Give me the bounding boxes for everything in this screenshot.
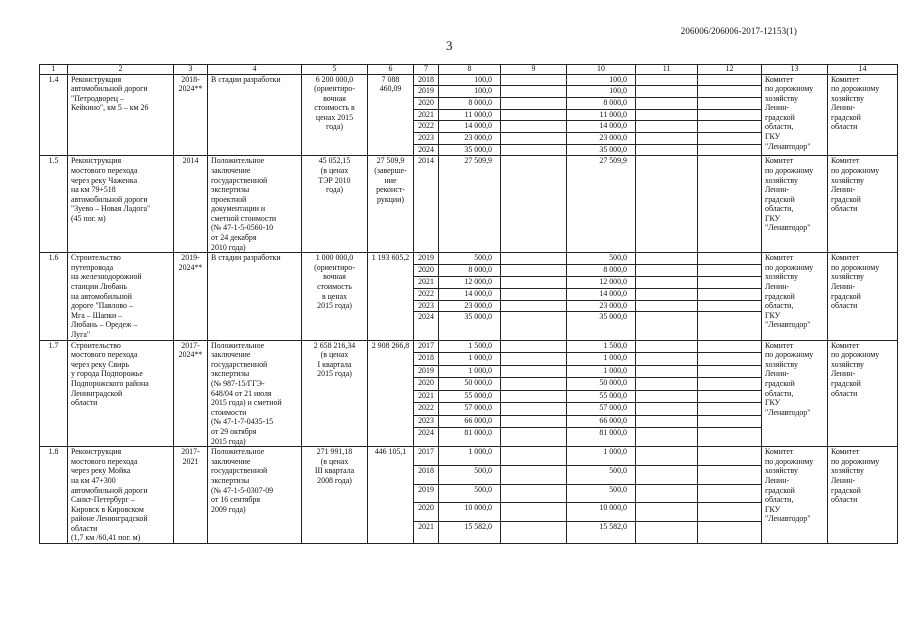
local-funding: [636, 484, 698, 503]
year: 2020: [414, 503, 439, 522]
column-number-row: [40, 65, 898, 75]
local-funding: [636, 353, 698, 366]
total-funding: 12 000,0: [439, 276, 501, 288]
federal-funding: [501, 465, 567, 484]
regional-funding: 81 000,0: [567, 428, 636, 447]
local-funding: [636, 276, 698, 288]
local-funding: [636, 415, 698, 428]
current-cost: 27 509,9 (заверше- ние реконст- рукции): [368, 156, 414, 253]
total-funding: 1 000,0: [439, 447, 501, 466]
total-funding: 15 582,0: [439, 522, 501, 544]
estimated-cost: 6 200 000,0 (ориентиро- вочная стоимость в ценах 2015 года): [302, 74, 368, 156]
federal-funding: [501, 144, 567, 156]
customer: Комитет по дорожному хозяйству Ленин- градской области, ГКУ "Ленавтодор": [762, 253, 828, 340]
local-funding: [636, 503, 698, 522]
year: 2022: [414, 288, 439, 300]
local-funding: [636, 97, 698, 109]
year: 2019: [414, 86, 439, 98]
column-number: 6: [368, 65, 414, 75]
other-funding: [698, 415, 762, 428]
total-funding: 14 000,0: [439, 121, 501, 133]
project-status: Положительное заключение государственной экспертизы проектной документации и сметной стоимости (№ 47-1-5-0560-10 от 24 декабря 2010 года): [208, 156, 302, 253]
federal-funding: [501, 265, 567, 277]
total-funding: 10 000,0: [439, 503, 501, 522]
year: 2023: [414, 300, 439, 312]
year: 2018: [414, 353, 439, 366]
year: 2019: [414, 365, 439, 378]
total-funding: 23 000,0: [439, 132, 501, 144]
regional-funding: 57 000,0: [567, 403, 636, 416]
regional-funding: 8 000,0: [567, 97, 636, 109]
document-id: 206006/206006-2017-12153(1): [680, 26, 797, 36]
column-number: 4: [208, 65, 302, 75]
project-status: В стадии разработки: [208, 253, 302, 340]
local-funding: [636, 109, 698, 121]
column-number: 7: [414, 65, 439, 75]
regional-funding: 35 000,0: [567, 144, 636, 156]
responsible-executor: Комитет по дорожному хозяйству Ленин- градской области: [828, 447, 898, 544]
local-funding: [636, 265, 698, 277]
local-funding: [636, 312, 698, 340]
year: 2020: [414, 97, 439, 109]
other-funding: [698, 484, 762, 503]
federal-funding: [501, 484, 567, 503]
other-funding: [698, 340, 762, 353]
federal-funding: [501, 428, 567, 447]
item-number: 1.7: [40, 340, 68, 447]
other-funding: [698, 353, 762, 366]
year: 2023: [414, 415, 439, 428]
other-funding: [698, 121, 762, 133]
local-funding: [636, 522, 698, 544]
total-funding: 8 000,0: [439, 265, 501, 277]
regional-funding: 14 000,0: [567, 288, 636, 300]
local-funding: [636, 465, 698, 484]
local-funding: [636, 365, 698, 378]
responsible-executor: Комитет по дорожному хозяйству Ленин- градской области: [828, 340, 898, 447]
other-funding: [698, 465, 762, 484]
total-funding: 1 500,0: [439, 340, 501, 353]
column-number: 10: [567, 65, 636, 75]
column-number: 9: [501, 65, 567, 75]
item-number: 1.8: [40, 447, 68, 544]
local-funding: [636, 156, 698, 253]
year: 2020: [414, 265, 439, 277]
total-funding: 14 000,0: [439, 288, 501, 300]
regional-funding: 23 000,0: [567, 300, 636, 312]
federal-funding: [501, 121, 567, 133]
total-funding: 500,0: [439, 484, 501, 503]
current-cost: 2 908 266,8: [368, 340, 414, 447]
other-funding: [698, 403, 762, 416]
page-number: 3: [446, 38, 453, 53]
local-funding: [636, 300, 698, 312]
total-funding: 500,0: [439, 465, 501, 484]
column-number: 13: [762, 65, 828, 75]
other-funding: [698, 312, 762, 340]
federal-funding: [501, 300, 567, 312]
other-funding: [698, 447, 762, 466]
regional-funding: 100,0: [567, 74, 636, 86]
total-funding: 35 000,0: [439, 312, 501, 340]
other-funding: [698, 132, 762, 144]
responsible-executor: Комитет по дорожному хозяйству Ленин- градской области: [828, 156, 898, 253]
total-funding: 1 000,0: [439, 353, 501, 366]
other-funding: [698, 265, 762, 277]
federal-funding: [501, 365, 567, 378]
regional-funding: 11 000,0: [567, 109, 636, 121]
total-funding: 11 000,0: [439, 109, 501, 121]
customer: Комитет по дорожному хозяйству Ленин- градской области, ГКУ "Ленавтодор": [762, 74, 828, 156]
federal-funding: [501, 253, 567, 265]
year: 2022: [414, 403, 439, 416]
federal-funding: [501, 447, 567, 466]
other-funding: [698, 86, 762, 98]
total-funding: 100,0: [439, 86, 501, 98]
table-row: [40, 74, 898, 86]
federal-funding: [501, 378, 567, 391]
federal-funding: [501, 109, 567, 121]
other-funding: [698, 300, 762, 312]
regional-funding: 500,0: [567, 465, 636, 484]
current-cost: 1 193 605,2: [368, 253, 414, 340]
item-number: 1.4: [40, 74, 68, 156]
current-cost: 446 105,1: [368, 447, 414, 544]
column-number: 11: [636, 65, 698, 75]
year: 2021: [414, 109, 439, 121]
year: 2021: [414, 390, 439, 403]
column-number: 12: [698, 65, 762, 75]
federal-funding: [501, 132, 567, 144]
regional-funding: 1 500,0: [567, 340, 636, 353]
program-table: [39, 64, 898, 544]
regional-funding: 15 582,0: [567, 522, 636, 544]
table-row: [40, 253, 898, 265]
federal-funding: [501, 74, 567, 86]
local-funding: [636, 121, 698, 133]
local-funding: [636, 378, 698, 391]
implementation-period: 2018- 2024**: [174, 74, 208, 156]
total-funding: 23 000,0: [439, 300, 501, 312]
regional-funding: 55 000,0: [567, 390, 636, 403]
total-funding: 27 509,9: [439, 156, 501, 253]
federal-funding: [501, 288, 567, 300]
local-funding: [636, 288, 698, 300]
total-funding: 1 000,0: [439, 365, 501, 378]
implementation-period: 2017- 2024**: [174, 340, 208, 447]
year: 2017: [414, 447, 439, 466]
project-status: В стадии разработки: [208, 74, 302, 156]
column-number: 5: [302, 65, 368, 75]
year: 2021: [414, 276, 439, 288]
year: 2023: [414, 132, 439, 144]
year: 2019: [414, 484, 439, 503]
table-row: [40, 340, 898, 353]
regional-funding: 1 000,0: [567, 365, 636, 378]
total-funding: 57 000,0: [439, 403, 501, 416]
regional-funding: 23 000,0: [567, 132, 636, 144]
federal-funding: [501, 340, 567, 353]
object-name: Строительство мостового перехода через реку Свирь у города Подпорожье Подпорожского района Ленинградской области: [68, 340, 174, 447]
local-funding: [636, 253, 698, 265]
regional-funding: 1 000,0: [567, 353, 636, 366]
total-funding: 50 000,0: [439, 378, 501, 391]
local-funding: [636, 132, 698, 144]
federal-funding: [501, 276, 567, 288]
total-funding: 55 000,0: [439, 390, 501, 403]
local-funding: [636, 403, 698, 416]
other-funding: [698, 428, 762, 447]
year: 2022: [414, 121, 439, 133]
estimated-cost: 1 000 000,0 (ориентиро- вочная стоимость в ценах 2015 года): [302, 253, 368, 340]
regional-funding: 8 000,0: [567, 265, 636, 277]
total-funding: 81 000,0: [439, 428, 501, 447]
object-name: Реконструкция автомобильной дороги "Петродворец – Кейкино", км 5 – км 26: [68, 74, 174, 156]
year: 2021: [414, 522, 439, 544]
project-status: Положительное заключение государственной экспертизы (№ 987-15/ГГЭ- 648/04 от 21 июля 2015 года) и сметной стоимости (№ 47-1-7-0435-15 от 29 октября 2015 года): [208, 340, 302, 447]
year: 2018: [414, 465, 439, 484]
other-funding: [698, 74, 762, 86]
year: 2024: [414, 312, 439, 340]
estimated-cost: 271 991,18 (в ценах III квартала 2008 года): [302, 447, 368, 544]
implementation-period: 2014: [174, 156, 208, 253]
regional-funding: 500,0: [567, 484, 636, 503]
implementation-period: 2019- 2024**: [174, 253, 208, 340]
local-funding: [636, 340, 698, 353]
table-row: [40, 156, 898, 253]
total-funding: 8 000,0: [439, 97, 501, 109]
regional-funding: 500,0: [567, 253, 636, 265]
other-funding: [698, 276, 762, 288]
total-funding: 35 000,0: [439, 144, 501, 156]
project-status: Положительное заключение государственной экспертизы (№ 47-1-5-0307-09 от 16 сентября 2009 года): [208, 447, 302, 544]
federal-funding: [501, 415, 567, 428]
other-funding: [698, 109, 762, 121]
responsible-executor: Комитет по дорожному хозяйству Ленин- градской области: [828, 253, 898, 340]
federal-funding: [501, 353, 567, 366]
column-number: 14: [828, 65, 898, 75]
regional-funding: 14 000,0: [567, 121, 636, 133]
item-number: 1.5: [40, 156, 68, 253]
year: 2020: [414, 378, 439, 391]
total-funding: 100,0: [439, 74, 501, 86]
year: 2024: [414, 144, 439, 156]
federal-funding: [501, 503, 567, 522]
object-name: Строительство путепровода на железнодорожной станции Любань на автомобильной дороге "Павлово – Мга – Шапки – Любань – Оредеж – Луга": [68, 253, 174, 340]
regional-funding: 10 000,0: [567, 503, 636, 522]
other-funding: [698, 253, 762, 265]
regional-funding: 1 000,0: [567, 447, 636, 466]
regional-funding: 50 000,0: [567, 378, 636, 391]
federal-funding: [501, 403, 567, 416]
local-funding: [636, 447, 698, 466]
year: 2019: [414, 253, 439, 265]
total-funding: 66 000,0: [439, 415, 501, 428]
other-funding: [698, 156, 762, 253]
customer: Комитет по дорожному хозяйству Ленин- градской области, ГКУ "Ленавтодор": [762, 447, 828, 544]
customer: Комитет по дорожному хозяйству Ленин- градской области, ГКУ "Ленавтодор": [762, 156, 828, 253]
federal-funding: [501, 390, 567, 403]
total-funding: 500,0: [439, 253, 501, 265]
table-row: [40, 447, 898, 466]
local-funding: [636, 144, 698, 156]
column-number: 3: [174, 65, 208, 75]
other-funding: [698, 390, 762, 403]
estimated-cost: 2 658 216,34 (в ценах I квартала 2015 года): [302, 340, 368, 447]
regional-funding: 100,0: [567, 86, 636, 98]
customer: Комитет по дорожному хозяйству Ленин- градской области, ГКУ "Ленавтодор": [762, 340, 828, 447]
object-name: Реконструкция мостового перехода через реку Чаженка на км 79+518 автомобильной дороги "Зуево – Новая Ладога" (45 пог. м): [68, 156, 174, 253]
federal-funding: [501, 97, 567, 109]
local-funding: [636, 74, 698, 86]
other-funding: [698, 365, 762, 378]
other-funding: [698, 522, 762, 544]
column-number: 8: [439, 65, 501, 75]
local-funding: [636, 390, 698, 403]
item-number: 1.6: [40, 253, 68, 340]
local-funding: [636, 86, 698, 98]
year: 2024: [414, 428, 439, 447]
regional-funding: 35 000,0: [567, 312, 636, 340]
regional-funding: 27 509,9: [567, 156, 636, 253]
object-name: Реконструкция мостового перехода через реку Мойка на км 47+300 автомобильной дороги Санкт-Петербург – Кировск в Кировском районе Ленинградской области (1,7 км /60,41 пог. м): [68, 447, 174, 544]
year: 2017: [414, 340, 439, 353]
column-number: 2: [68, 65, 174, 75]
federal-funding: [501, 156, 567, 253]
other-funding: [698, 144, 762, 156]
federal-funding: [501, 522, 567, 544]
other-funding: [698, 97, 762, 109]
year: 2018: [414, 74, 439, 86]
regional-funding: 12 000,0: [567, 276, 636, 288]
other-funding: [698, 378, 762, 391]
responsible-executor: Комитет по дорожному хозяйству Ленин- градской области: [828, 74, 898, 156]
current-cost: 7 088 460,09: [368, 74, 414, 156]
regional-funding: 66 000,0: [567, 415, 636, 428]
other-funding: [698, 503, 762, 522]
implementation-period: 2017- 2021: [174, 447, 208, 544]
local-funding: [636, 428, 698, 447]
year: 2014: [414, 156, 439, 253]
column-number: 1: [40, 65, 68, 75]
federal-funding: [501, 86, 567, 98]
other-funding: [698, 288, 762, 300]
estimated-cost: 45 052,15 (в ценах ТЭР 2010 года): [302, 156, 368, 253]
federal-funding: [501, 312, 567, 340]
